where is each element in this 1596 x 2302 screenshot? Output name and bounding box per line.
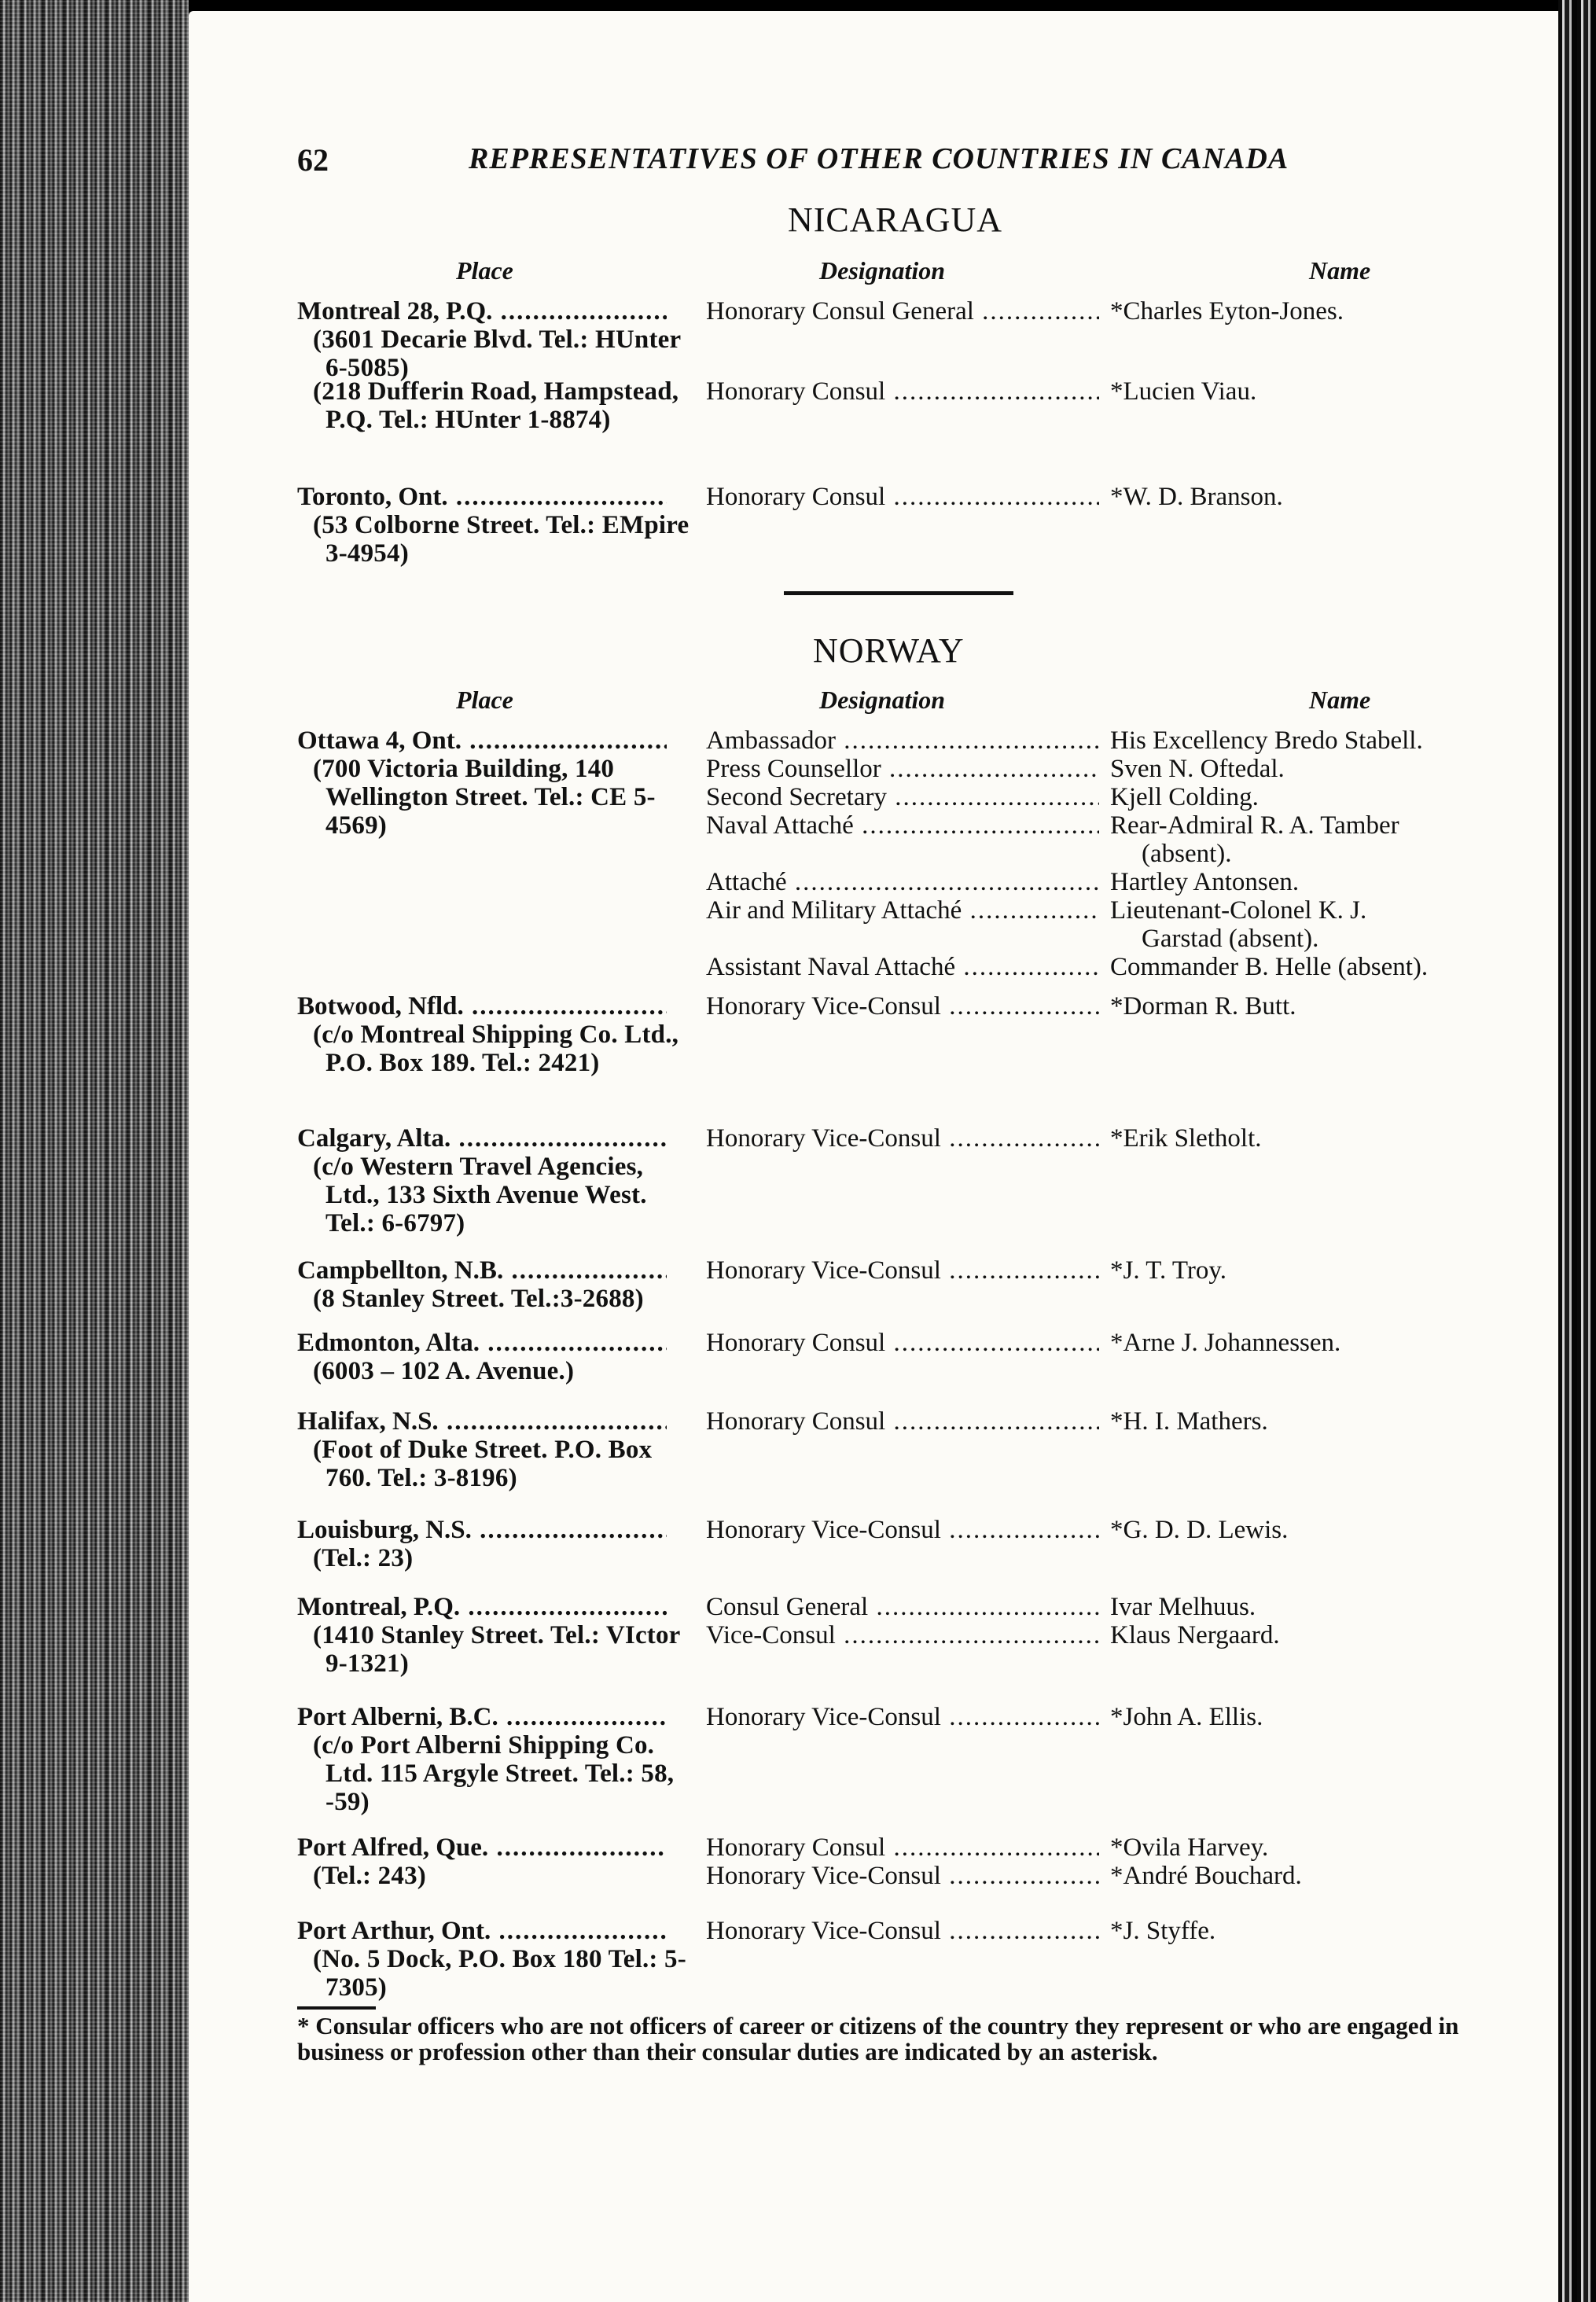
officer-name: *John A. Ellis. (1110, 1703, 1263, 1731)
designation-cell (706, 1516, 1115, 1544)
name-cell (1110, 377, 1535, 406)
name-cell (1110, 1256, 1535, 1285)
city-name: Montreal, P.Q. ..... (297, 1593, 667, 1621)
officer-name: *Arne J. Johannessen. (1110, 1329, 1341, 1357)
place-cell (297, 1833, 690, 1890)
officer-name: Kjell Colding. (1110, 783, 1259, 811)
city-name: Campbellton, N.B. ..... (297, 1256, 667, 1285)
address: (700 Victoria Building, 140 Wellington Street. Tel.: CE 5-4569) (313, 755, 656, 840)
city-name: Toronto, Ont. ..... (297, 483, 667, 511)
address: (c/o Western Travel Agencies, Ltd., 133 Sixth Avenue West. Tel.: 6-6797) (313, 1153, 647, 1237)
footnote: * Consular officers who are not officers of career or citizens of the country they represent or who are engaged in business or profession other than their consular duties are indicated by an asterisk. (297, 2012, 1459, 2065)
running-title: REPRESENTATIVES OF OTHER COUNTRIES IN CANADA (469, 142, 1289, 175)
officer-name: *W. D. Branson. (1110, 483, 1283, 511)
col-head-designation: Designation (819, 686, 946, 714)
officer-name: *G. D. D. Lewis. (1110, 1516, 1289, 1544)
designation-cell (706, 1593, 1115, 1649)
place-cell (297, 1917, 690, 2002)
designation: Honorary Consul ..... (706, 1833, 1099, 1862)
designation-cell (706, 1833, 1115, 1890)
place-cell (297, 1593, 690, 1678)
designation-cell (706, 1703, 1115, 1731)
city-name: Port Arthur, Ont. ..... (297, 1917, 667, 1945)
address: (Foot of Duke Street. P.O. Box 760. Tel.: 3-8196) (313, 1436, 653, 1492)
name-cell (1110, 1833, 1535, 1890)
officer-name: *André Bouchard. (1110, 1862, 1302, 1890)
designation: Consul General ..... (706, 1593, 1099, 1621)
name-cell (1110, 1516, 1535, 1544)
designation-cell (706, 1329, 1115, 1357)
col-head-place: Place (456, 256, 513, 285)
name-cell (1110, 297, 1535, 325)
designation-cell (706, 483, 1115, 511)
designation-cell (706, 726, 1115, 981)
officer-name: Lieutenant-Colonel K. J. (1110, 896, 1367, 925)
city-name: Port Alfred, Que. ..... (297, 1833, 667, 1862)
address: (1410 Stanley Street. Tel.: VIctor 9-1321) (313, 1621, 680, 1678)
address: (53 Colborne Street. Tel.: EMpire 3-4954) (313, 511, 690, 568)
section-title-nicaragua: NICARAGUA (788, 200, 1002, 239)
officer-name: Rear-Admiral R. A. Tamber (1110, 811, 1399, 840)
city-name: Ottawa 4, Ont. ..... (297, 726, 667, 755)
officer-name: Garstad (absent). (1142, 925, 1319, 953)
officer-name: *H. I. Mathers. (1110, 1407, 1268, 1436)
officer-name: *Dorman R. Butt. (1110, 992, 1296, 1020)
city-name: Botwood, Nfld. ..... (297, 992, 667, 1020)
col-head-place: Place (456, 686, 513, 714)
col-head-name: Name (1309, 686, 1371, 714)
designation: Press Counsellor ..... (706, 755, 1099, 783)
designation: Naval Attaché ..... (706, 811, 1099, 840)
place-cell (297, 297, 690, 382)
designation: Attaché ..... (706, 868, 1099, 896)
designation: Honorary Consul ..... (706, 483, 1099, 511)
designation-cell (706, 1124, 1115, 1153)
place-cell (297, 1703, 690, 1816)
name-cell (1110, 1124, 1535, 1153)
designation: Assistant Naval Attaché ..... (706, 953, 1099, 981)
officer-name: (absent). (1142, 840, 1232, 868)
officer-name: *J. Styffe. (1110, 1917, 1216, 1945)
place-cell (297, 726, 690, 840)
address: (8 Stanley Street. Tel.:3-2688) (313, 1285, 644, 1313)
place-cell (297, 992, 690, 1077)
officer-name: Commander B. Helle (absent). (1110, 953, 1429, 981)
place-cell (297, 1124, 690, 1237)
designation: Honorary Consul ..... (706, 1329, 1099, 1357)
address: (3601 Decarie Blvd. Tel.: HUnter 6-5085) (313, 325, 681, 382)
place-cell (297, 1516, 690, 1572)
footnote-rule (297, 2006, 376, 2010)
designation-cell (706, 1407, 1115, 1436)
officer-name: Hartley Antonsen. (1110, 868, 1300, 896)
address: (218 Dufferin Road, Hampstead, P.Q. Tel.: HUnter 1-8874) (313, 377, 679, 434)
officer-name: Sven N. Oftedal. (1110, 755, 1285, 783)
city-name: Montreal 28, P.Q. ..... (297, 297, 667, 325)
name-cell (1110, 1329, 1535, 1357)
col-head-name: Name (1309, 256, 1371, 285)
designation: Honorary Vice-Consul ..... (706, 1516, 1099, 1544)
section-title-norway: NORWAY (813, 631, 965, 670)
name-cell (1110, 1917, 1535, 1945)
address: (6003 – 102 A. Avenue.) (313, 1357, 575, 1385)
designation: Vice-Consul ..... (706, 1621, 1099, 1649)
officer-name: *Lucien Viau. (1110, 377, 1257, 406)
designation-cell (706, 1256, 1115, 1285)
place-cell (297, 483, 690, 568)
address: (Tel.: 23) (313, 1544, 414, 1572)
officer-name: *J. T. Troy. (1110, 1256, 1226, 1285)
name-cell (1110, 1703, 1535, 1731)
officer-name: *Ovila Harvey. (1110, 1833, 1269, 1862)
book-gutter (0, 0, 189, 2302)
designation: Second Secretary ..... (706, 783, 1099, 811)
page-number: 62 (297, 142, 329, 178)
col-head-designation: Designation (819, 256, 946, 285)
address: (Tel.: 243) (313, 1862, 426, 1890)
address: (No. 5 Dock, P.O. Box 180 Tel.: 5-7305) (313, 1945, 686, 2002)
address: (c/o Montreal Shipping Co. Ltd., P.O. Box 189. Tel.: 2421) (313, 1020, 679, 1077)
designation: Honorary Vice-Consul ..... (706, 1862, 1099, 1890)
designation (706, 840, 1099, 868)
designation: Honorary Vice-Consul ..... (706, 1256, 1099, 1285)
designation-cell (706, 297, 1115, 325)
officer-name: *Erik Sletholt. (1110, 1124, 1262, 1153)
address: (c/o Port Alberni Shipping Co. Ltd. 115 Argyle Street. Tel.: 58, -59) (313, 1731, 675, 1816)
designation: Honorary Vice-Consul ..... (706, 1917, 1099, 1945)
place-cell (297, 1407, 690, 1492)
city-name: Halifax, N.S. ..... (297, 1407, 667, 1436)
city-name: Port Alberni, B.C. ..... (297, 1703, 667, 1731)
designation: Air and Military Attaché ..... (706, 896, 1099, 925)
designation: Honorary Consul ..... (706, 377, 1099, 406)
place-cell (297, 1256, 690, 1313)
name-cell (1110, 726, 1535, 981)
name-cell (1110, 483, 1535, 511)
officer-name: *Charles Eyton-Jones. (1110, 297, 1344, 325)
page-edge (1558, 0, 1596, 2302)
designation: Honorary Consul General ..... (706, 297, 1099, 325)
officer-name: Klaus Nergaard. (1110, 1621, 1280, 1649)
designation: Honorary Vice-Consul ..... (706, 992, 1099, 1020)
officer-name: His Excellency Bredo Stabell. (1110, 726, 1423, 755)
city-name: Edmonton, Alta. ..... (297, 1329, 667, 1357)
designation: Ambassador ..... (706, 726, 1099, 755)
designation: Honorary Consul ..... (706, 1407, 1099, 1436)
section-divider (784, 591, 1013, 595)
designation-cell (706, 377, 1115, 406)
designation-cell (706, 1917, 1115, 1945)
city-name: Louisburg, N.S. ..... (297, 1516, 667, 1544)
place-cell (297, 377, 690, 434)
place-cell (297, 1329, 690, 1385)
designation-cell (706, 992, 1115, 1020)
designation: Honorary Vice-Consul ..... (706, 1703, 1099, 1731)
name-cell (1110, 1593, 1535, 1649)
city-name: Calgary, Alta. ..... (297, 1124, 667, 1153)
officer-name: Ivar Melhuus. (1110, 1593, 1256, 1621)
name-cell (1110, 992, 1535, 1020)
designation: Honorary Vice-Consul ..... (706, 1124, 1099, 1153)
designation (706, 925, 1099, 953)
name-cell (1110, 1407, 1535, 1436)
